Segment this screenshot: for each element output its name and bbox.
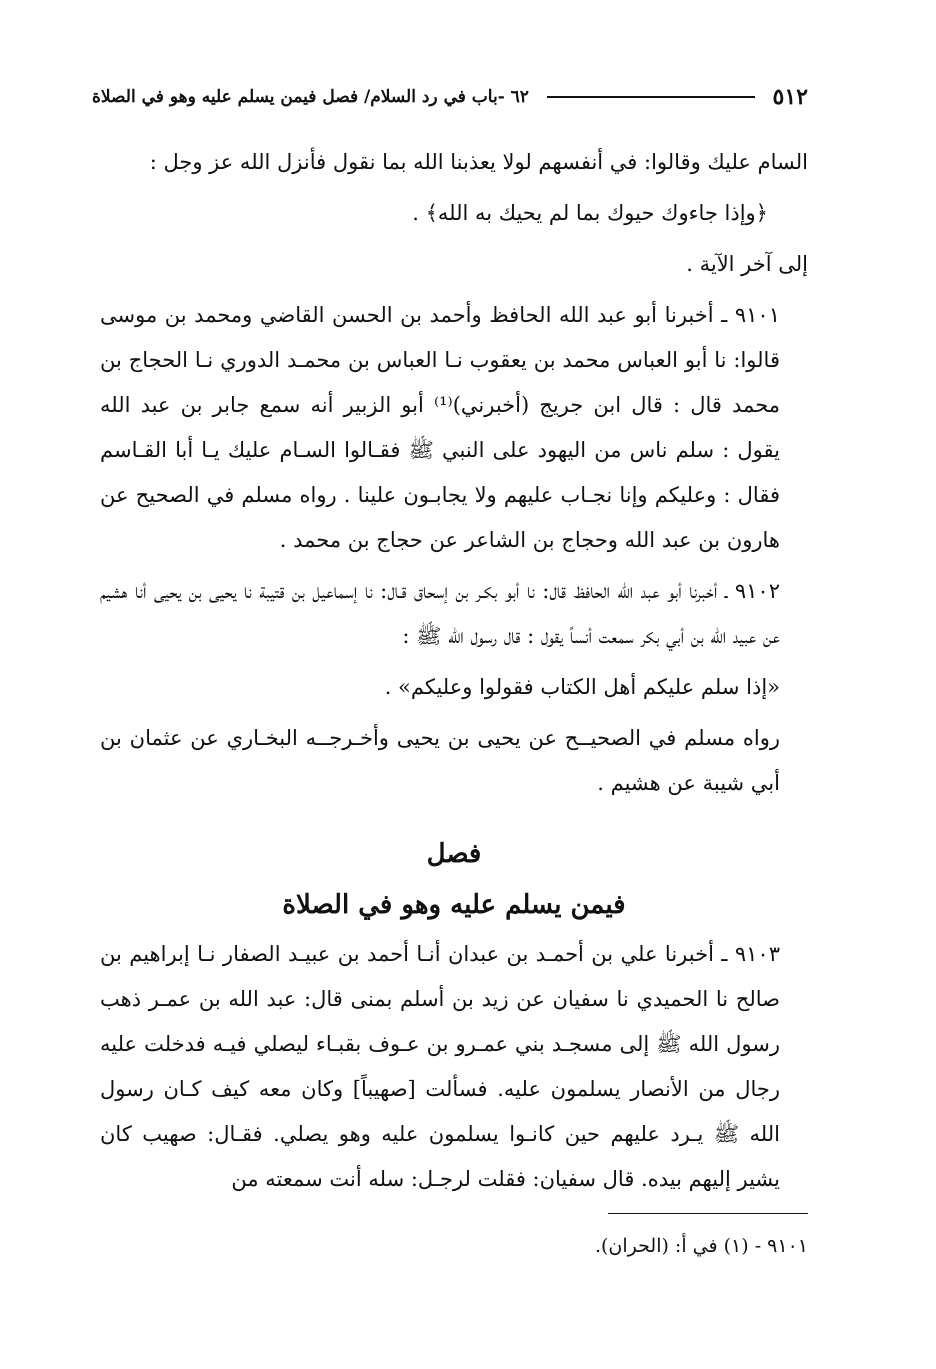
hadith-9101: ٩١٠١ ـ أخبرنا أبو عبد الله الحافظ وأحمد بن الحسن القاضي ومحمد بن موسى قالوا: نا أبو العباس محمد بن يعقوب نـا العباس بن محمـد الدوري نـا الحجاج بن محمد قال : قال ابن جريج (أخبرني)⁽¹⁾ أبو الزبير أنه سمع جابر بن عبد الله يقول : سلم ناس من اليهود على النبي ﷺ فقـالوا السـام عليك يـا أبا القـاسم فقال : وعليكم وإنا نجـاب عليهم ولا يجابـون علينا . رواه مسلم في الصحيح عن هارون بن عبد الله وحجاج بن الشاعر عن حجاج بن محمد .: [100, 303, 781, 552]
paragraph: السام عليك وقالوا: في أنفسهم لولا يعذبنا الله بما نقول فأنزل الله عز وجل :: [149, 150, 808, 174]
section-subtitle: فيمن يسلم عليه وهو في الصلاة: [282, 890, 626, 920]
paragraph: إلى آخر الآية .: [686, 252, 808, 276]
hadith-quote: «إذا سلم عليكم أهل الكتاب فقولوا وعليكم» .: [384, 675, 780, 699]
running-title: ٦٢ -باب في رد السلام/ فصل فيمن يسلم عليه وهو في الصلاة: [92, 87, 529, 107]
footnote-rule: [608, 1213, 808, 1214]
page-number: ٥١٢: [772, 84, 808, 110]
section-title: فصل: [426, 839, 482, 869]
header-rule: [547, 96, 755, 98]
page-header: [92, 80, 808, 114]
paragraph: رواه مسلم في الصحيــح عن يحيى بن يحيى وأخـرجــه البخـاري عن عثمان بن أبي شيبة عن هشيم .: [100, 726, 780, 795]
page-body: [100, 140, 808, 1208]
footnote: ٩١٠١ - (١) في أ: (الحران).: [594, 1235, 808, 1257]
hadith-9103: ٩١٠٣ ـ أخبرنا علي بن أحمـد بن عبدان أنـا أحمد بن عبيـد الصفار نـا إبراهيم بن صالح نا الحميدي نا سفيان عن زيد بن أسلم بمنى قال: عبد الله بن عمـر ذهب رسول الله ﷺ إلى مسجـد بني عمـرو بن عـوف بقبـاء ليصلي فيـه فدخلت عليه رجال من الأنصار يسلمون عليه. فسألت [صهيباً] وكان معه كيف كـان رسول الله ﷺ يـرد عليهم حين كانـوا يسلمون عليه وهو يصلي. فقـال: صهيب كان يشير إليهم بيده. قال سفيان: فقلت لرجـل: سله أنت سمعته من: [100, 942, 780, 1191]
quran-quote: ﴿وإذا جاءوك حيوك بما لم يحيك به الله﴾ .: [412, 201, 768, 225]
hadith-9102: ٩١٠٢ ـ أخبرنا أبو عبد الله الحافظ قال: نا أبو بكـر بن إسحاق قـال: نا إسماعيل بن قتيبة نا يحيى بن يحيى أنا هشيم عن عبيد الله بن أبي بكر سمعت أنساً يقول : قال رسول الله ﷺ :: [100, 579, 780, 648]
